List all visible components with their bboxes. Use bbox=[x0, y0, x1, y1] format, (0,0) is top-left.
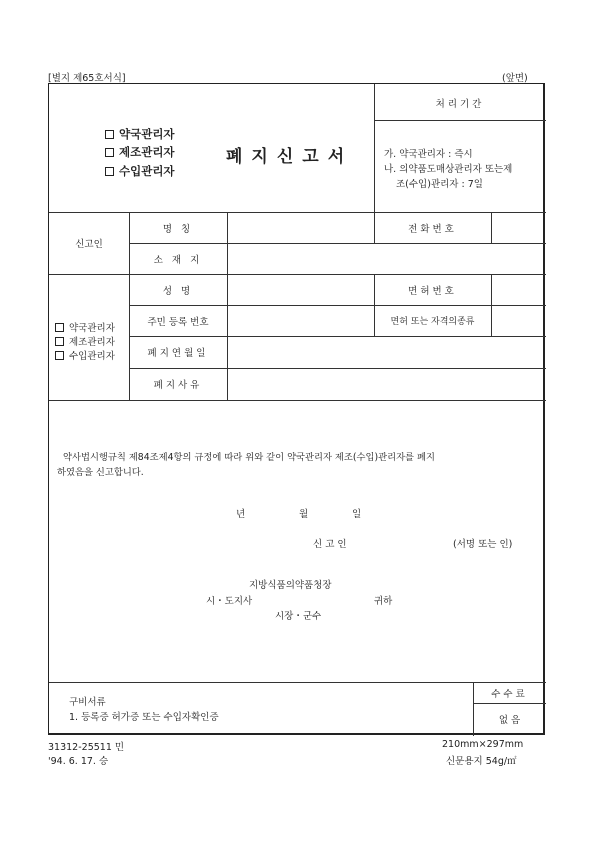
signature-note: (서명 또는 인) bbox=[453, 539, 513, 550]
type-option-pharmacy[interactable]: 약국관리자 bbox=[105, 126, 175, 142]
required-documents-label: 구비서류 bbox=[69, 697, 106, 708]
checkbox-icon[interactable] bbox=[55, 323, 64, 332]
addressee: 지방식품의약품청장 bbox=[249, 580, 332, 591]
addressee: 시장・군수 bbox=[275, 611, 322, 622]
license-number-field[interactable] bbox=[492, 275, 544, 304]
closure-date-field[interactable] bbox=[228, 337, 544, 367]
fee-label: 수수료 bbox=[491, 688, 528, 700]
checkbox-icon[interactable] bbox=[105, 148, 114, 157]
processing-period-line: 나. 의약품도매상관리자 또는제 bbox=[384, 164, 513, 175]
type-option-import[interactable]: 수입관리자 bbox=[105, 163, 175, 179]
address-label: 소 재 지 bbox=[153, 254, 203, 266]
form-title: 폐지신고서 bbox=[226, 147, 354, 167]
processing-period-line: 조(수입)관리자 : 7일 bbox=[396, 179, 483, 190]
date-year-label: 년 bbox=[236, 509, 246, 520]
license-number-label: 면허번호 bbox=[408, 285, 457, 297]
manager-type-import[interactable]: 수입관리자 bbox=[55, 348, 115, 362]
form-code: 31312-25511 민 bbox=[48, 742, 125, 753]
manager-type-manufacturing[interactable]: 제조관리자 bbox=[55, 334, 115, 348]
closure-reason-label: 폐지사유 bbox=[153, 380, 203, 391]
closure-report-form bbox=[48, 83, 545, 735]
processing-period-line: 가. 약국관리자 : 즉시 bbox=[384, 149, 473, 160]
closure-reason-field[interactable] bbox=[228, 369, 544, 399]
reporter-signature-label: 신 고 인 bbox=[313, 539, 347, 550]
form-number: [별지 제65호서식] bbox=[48, 73, 126, 84]
paper-type: 신문용지 54g/㎡ bbox=[446, 756, 517, 767]
manager-type-pharmacy[interactable]: 약국관리자 bbox=[55, 320, 115, 334]
phone-field[interactable] bbox=[492, 213, 544, 242]
closure-date-label: 폐지연월일 bbox=[147, 348, 209, 359]
required-document-item: 1. 등록증 허가증 또는 수입자확인증 bbox=[69, 712, 219, 723]
reporter-name-field[interactable] bbox=[228, 213, 374, 242]
declaration-text: 약사법시행규칙 제84조제4항의 규정에 따라 위와 같이 약국관리자 제조(수입)관리자를 폐지 bbox=[63, 452, 435, 463]
type-option-manufacturing[interactable]: 제조관리자 bbox=[105, 144, 175, 160]
checkbox-icon[interactable] bbox=[105, 130, 114, 139]
resident-number-label: 주민 등록 번호 bbox=[147, 316, 209, 328]
manager-name-field[interactable] bbox=[228, 275, 374, 304]
fee-value: 없 음 bbox=[498, 714, 521, 726]
license-type-label: 면허 또는 자격의종류 bbox=[390, 317, 475, 327]
checkbox-icon[interactable] bbox=[55, 337, 64, 346]
date-day-label: 일 bbox=[352, 509, 362, 520]
date-month-label: 월 bbox=[299, 509, 309, 520]
license-type-field[interactable] bbox=[492, 306, 544, 335]
honorific: 귀하 bbox=[374, 596, 393, 607]
reporter-section-label: 신고인 bbox=[75, 239, 103, 250]
checkbox-icon[interactable] bbox=[55, 351, 64, 360]
address-field[interactable] bbox=[228, 244, 544, 273]
processing-period-label: 처리기간 bbox=[435, 99, 485, 110]
page-side: (앞면) bbox=[502, 73, 528, 84]
approval-date: '94. 6. 17. 승 bbox=[48, 756, 109, 767]
declaration-text: 하였음을 신고합니다. bbox=[57, 467, 144, 478]
manager-name-label: 성 명 bbox=[162, 285, 194, 297]
addressee: 시・도지사 bbox=[206, 596, 253, 607]
resident-number-field[interactable] bbox=[228, 306, 374, 335]
phone-label: 전화번호 bbox=[408, 223, 457, 235]
checkbox-icon[interactable] bbox=[105, 167, 114, 176]
paper-size: 210mm×297mm bbox=[442, 739, 524, 750]
reporter-name-label: 명 칭 bbox=[162, 223, 194, 235]
